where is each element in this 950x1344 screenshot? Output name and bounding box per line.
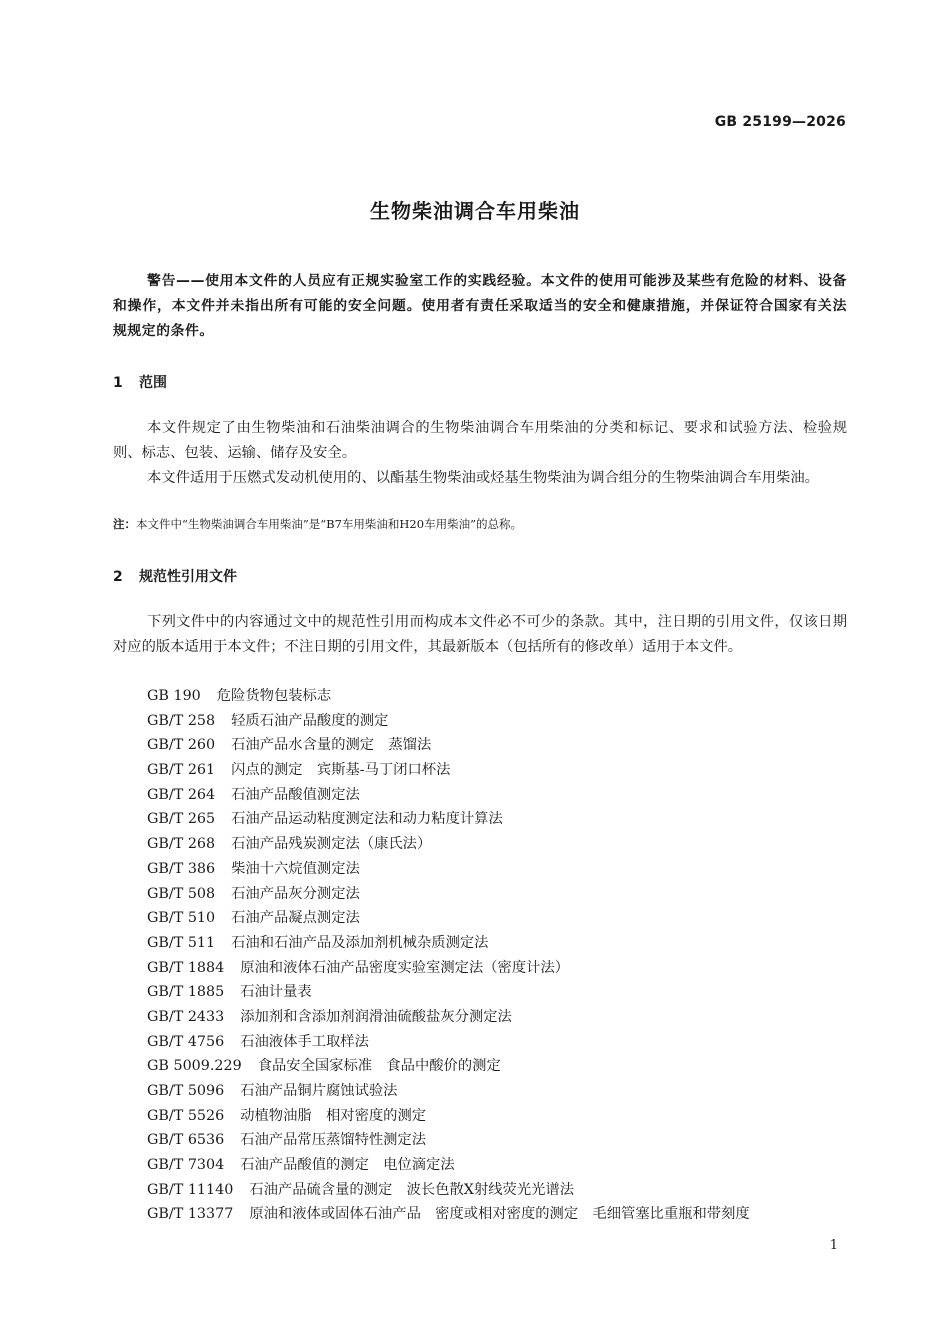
reference-title: 石油产品常压蒸馏特性测定法 [240, 1132, 427, 1149]
reference-code: GB/T 261 [147, 762, 216, 779]
reference-title: 闪点的测定 宾斯基-马丁闭口杯法 [231, 762, 451, 779]
note-text: 本文件中“生物柴油调合车用柴油”是“B7车用柴油和H20车用柴油”的总称。 [136, 517, 522, 531]
reference-title: 动植物油脂 相对密度的测定 [240, 1107, 427, 1124]
reference-item [147, 807, 750, 832]
reference-code: GB/T 260 [147, 737, 216, 754]
reference-title: 石油和石油产品及添加剂机械杂质测定法 [231, 934, 489, 951]
note-label: 注： [113, 517, 136, 531]
reference-item [147, 956, 750, 981]
reference-title: 原油和液体或固体石油产品 密度或相对密度的测定 毛细管塞比重瓶和带刻度 [249, 1206, 750, 1223]
reference-code: GB/T 13377 [147, 1206, 234, 1223]
reference-item [147, 758, 750, 783]
reference-item [147, 882, 750, 907]
reference-item [147, 709, 750, 734]
reference-code: GB/T 386 [147, 860, 216, 877]
reference-item [147, 684, 750, 709]
reference-title: 石油产品硫含量的测定 波长色散X射线荧光光谱法 [249, 1181, 575, 1198]
reference-item [147, 1079, 750, 1104]
warning-paragraph: 警告——使用本文件的人员应有正规实验室工作的实践经验。本文件的使用可能涉及某些有危险的材料、设备和操作，本文件并未指出所有可能的安全问题。使用者有责任采取适当的安全和健康措施，并保证符合国家有关法规规定的条件。 [113, 273, 847, 339]
reference-title: 石油产品水含量的测定 蒸馏法 [231, 737, 432, 754]
reference-title: 石油产品运动粘度测定法和动力粘度计算法 [231, 811, 503, 828]
reference-item [147, 783, 750, 808]
reference-code: GB/T 265 [147, 811, 216, 828]
reference-code: GB/T 2433 [147, 1008, 225, 1025]
reference-code: GB/T 4756 [147, 1033, 225, 1050]
reference-title: 石油产品灰分测定法 [231, 885, 360, 902]
reference-item [147, 1153, 750, 1178]
reference-title: 添加剂和含添加剂润滑油硫酸盐灰分测定法 [240, 1008, 512, 1025]
scope-paragraph-2: 本文件适用于压燃式发动机使用的、以酯基生物柴油或烃基生物柴油为调合组分的生物柴油调合车用柴油。 [147, 470, 819, 486]
reference-code: GB 190 [147, 688, 201, 704]
reference-title: 石油产品凝点测定法 [231, 910, 360, 927]
reference-code: GB/T 1885 [147, 984, 225, 1001]
section-1-heading [113, 372, 167, 392]
section-2-title: 规范性引用文件 [139, 569, 237, 585]
section-1-number: 1 [113, 375, 123, 391]
reference-item [147, 733, 750, 758]
reference-code: GB/T 5096 [147, 1083, 225, 1099]
document-title: 生物柴油调合车用柴油 [370, 199, 580, 223]
reference-code: GB/T 511 [147, 934, 216, 951]
page-number: 1 [829, 1238, 838, 1253]
reference-title: 原油和液体石油产品密度实验室测定法（密度计法） [240, 959, 570, 976]
reference-code: GB/T 508 [147, 885, 216, 902]
scope-note [113, 516, 522, 532]
reference-code: GB/T 510 [147, 910, 216, 927]
reference-title: 柴油十六烷值测定法 [231, 860, 360, 877]
reference-title: 危险货物包装标志 [216, 688, 332, 704]
reference-item [147, 1005, 750, 1030]
section-1-title: 范围 [139, 375, 167, 391]
reference-code: GB/T 264 [147, 786, 216, 803]
reference-code: GB 5009.229 [147, 1058, 242, 1075]
section-2-heading [113, 566, 237, 586]
reference-title: 食品安全国家标准 食品中酸价的测定 [257, 1058, 501, 1075]
reference-title: 轻质石油产品酸度的测定 [231, 712, 389, 729]
reference-item [147, 1104, 750, 1129]
reference-title: 石油产品残炭测定法（康氏法） [231, 836, 432, 853]
reference-title: 石油产品酸值的测定 电位滴定法 [240, 1157, 455, 1174]
reference-code: GB/T 5526 [147, 1107, 225, 1124]
reference-item [147, 857, 750, 882]
reference-code: GB/T 1884 [147, 959, 225, 976]
section-2-number: 2 [113, 569, 123, 585]
reference-title: 石油计量表 [240, 984, 312, 1001]
standard-number: GB 25199—2026 [714, 114, 846, 130]
reference-item [147, 1128, 750, 1153]
reference-title: 石油液体手工取样法 [240, 1033, 369, 1050]
reference-code: GB/T 268 [147, 836, 216, 853]
reference-code: GB/T 11140 [147, 1181, 234, 1198]
reference-item [147, 906, 750, 931]
reference-title: 石油产品铜片腐蚀试验法 [240, 1083, 398, 1099]
reference-code: GB/T 6536 [147, 1132, 225, 1149]
reference-item [147, 1054, 750, 1079]
references-intro: 下列文件中的内容通过文中的规范性引用而构成本文件必不可少的条款。其中，注日期的引用文件，仅该日期对应的版本适用于本文件；不注日期的引用文件，其最新版本（包括所有的修改单）适用于本文件。 [113, 614, 847, 655]
reference-list [147, 684, 750, 1227]
reference-item [147, 980, 750, 1005]
scope-paragraph-1: 本文件规定了由生物柴油和石油柴油调合的生物柴油调合车用柴油的分类和标记、要求和试验方法、检验规则、标志、包装、运输、储存及安全。 [113, 420, 847, 461]
reference-item [147, 1202, 750, 1227]
reference-code: GB/T 258 [147, 712, 216, 729]
reference-item [147, 1030, 750, 1055]
reference-title: 石油产品酸值测定法 [231, 786, 360, 803]
reference-item [147, 1178, 750, 1203]
reference-code: GB/T 7304 [147, 1157, 225, 1174]
reference-item [147, 832, 750, 857]
reference-item [147, 931, 750, 956]
